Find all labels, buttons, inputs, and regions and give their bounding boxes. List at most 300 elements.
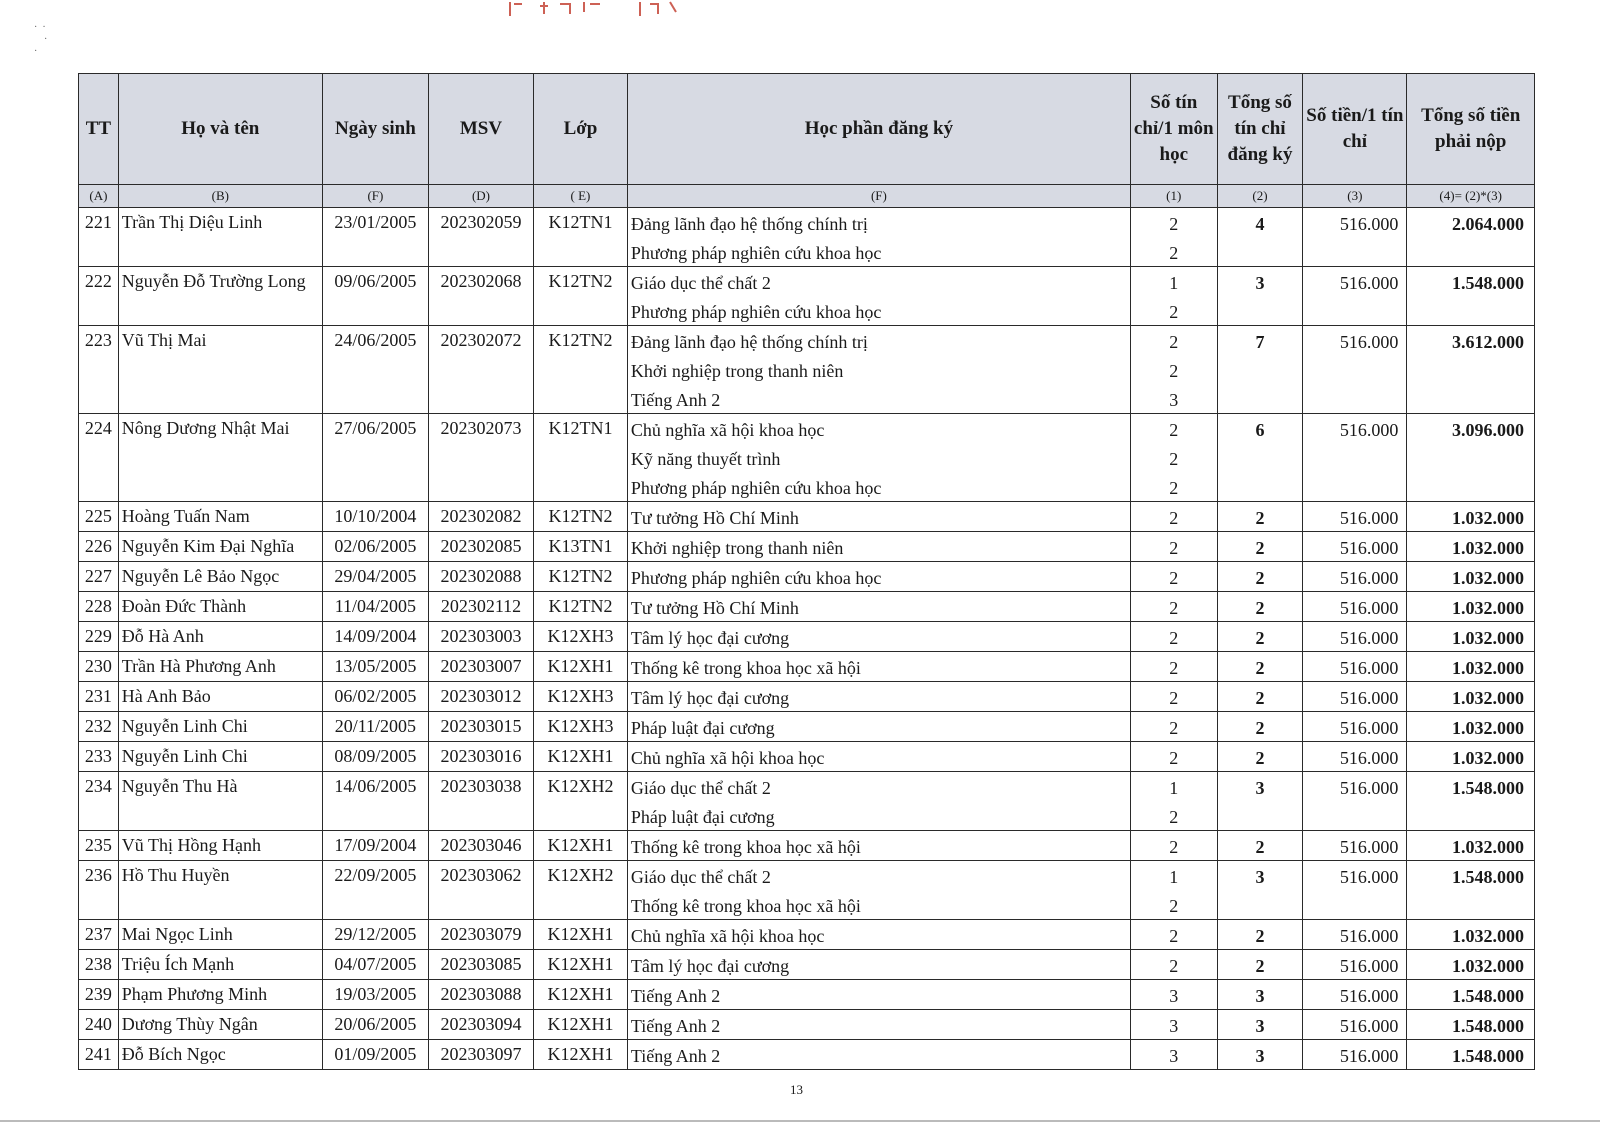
row-price: 516.000 [1303,267,1407,326]
row-courses [627,532,1130,562]
row-class: K12XH1 [534,980,628,1010]
row-total: 2 [1217,532,1303,562]
row-credits [1130,208,1217,267]
course-item: Pháp luật đại cương [630,807,775,827]
table-body [79,208,1535,1070]
row-total: 4 [1217,208,1303,267]
row-class: K12XH3 [534,682,628,712]
row-total: 3 [1217,772,1303,831]
row-credits [1130,831,1217,861]
course-item: Tâm lý học đại cương [630,688,790,708]
course-item: Thống kê trong khoa học xã hội [630,896,861,916]
row-price: 516.000 [1303,920,1407,950]
row-total: 2 [1217,682,1303,712]
row-credits [1130,562,1217,592]
row-courses [627,622,1130,652]
page-number: 13 [790,1082,803,1097]
credit-item: 1 [1169,273,1179,293]
row-credits [1130,1040,1217,1070]
row-price: 516.000 [1303,1010,1407,1040]
row-courses [627,1040,1130,1070]
credit-item: 2 [1169,688,1179,708]
row-tt: 237 [79,920,119,950]
row-price: 516.000 [1303,742,1407,772]
row-msv: 202302088 [428,562,533,592]
row-tt: 239 [79,980,119,1010]
course-item: Phương pháp nghiên cứu khoa học [630,478,882,498]
row-price: 516.000 [1303,772,1407,831]
row-msv: 202302072 [428,326,533,414]
row-courses [627,208,1130,267]
row-tt: 225 [79,502,119,532]
credit-item: 2 [1169,243,1179,263]
row-price: 516.000 [1303,502,1407,532]
code-2: (2) [1217,185,1303,208]
row-name: Nguyễn Thu Hà [118,772,322,831]
row-msv: 202302059 [428,208,533,267]
credit-item: 2 [1169,807,1179,827]
row-amount: 1.032.000 [1407,831,1535,861]
col-tt: TT [79,74,119,185]
row-class: K12TN2 [534,502,628,532]
row-price: 516.000 [1303,980,1407,1010]
credit-item: 2 [1169,214,1179,234]
code-d: (D) [428,185,533,208]
course-item: Tâm lý học đại cương [630,956,790,976]
row-amount: 1.032.000 [1407,502,1535,532]
row-credits [1130,742,1217,772]
credit-item: 2 [1169,926,1179,946]
row-price: 516.000 [1303,652,1407,682]
row-tt: 236 [79,861,119,920]
col-credits-per: Số tín chỉ/1 môn học [1130,74,1217,185]
row-amount: 3.096.000 [1407,414,1535,502]
row-courses [627,652,1130,682]
row-courses [627,682,1130,712]
row-credits [1130,861,1217,920]
credit-item: 2 [1169,449,1179,469]
credit-item: 2 [1169,748,1179,768]
col-msv: MSV [428,74,533,185]
col-price: Số tiền/1 tín chỉ [1303,74,1407,185]
credit-item: 2 [1169,478,1179,498]
row-credits [1130,712,1217,742]
row-dob: 23/01/2005 [322,208,428,267]
row-tt: 231 [79,682,119,712]
table-row [79,920,1535,950]
table-row [79,592,1535,622]
row-total: 2 [1217,562,1303,592]
credit-item: 3 [1169,986,1179,1006]
row-class: K12TN1 [534,208,628,267]
row-dob: 04/07/2005 [322,950,428,980]
row-courses [627,920,1130,950]
row-msv: 202303085 [428,950,533,980]
credit-item: 2 [1169,718,1179,738]
row-tt: 223 [79,326,119,414]
row-dob: 20/11/2005 [322,712,428,742]
table-row [79,532,1535,562]
course-item: Chủ nghĩa xã hội khoa học [630,748,825,768]
row-dob: 08/09/2005 [322,742,428,772]
course-item: Chủ nghĩa xã hội khoa học [630,420,825,440]
row-dob: 01/09/2005 [322,1040,428,1070]
row-tt: 241 [79,1040,119,1070]
row-credits [1130,326,1217,414]
credit-item: 2 [1169,508,1179,528]
row-price: 516.000 [1303,414,1407,502]
table-row [79,1040,1535,1070]
row-courses [627,980,1130,1010]
row-courses [627,1010,1130,1040]
row-courses [627,950,1130,980]
row-class: K12XH1 [534,831,628,861]
row-credits [1130,682,1217,712]
course-item: Tiếng Anh 2 [630,390,721,410]
row-price: 516.000 [1303,622,1407,652]
row-dob: 14/09/2004 [322,622,428,652]
row-class: K12TN2 [534,326,628,414]
row-name: Hoàng Tuấn Nam [118,502,322,532]
course-item: Chủ nghĩa xã hội khoa học [630,926,825,946]
table-row [79,502,1535,532]
row-dob: 27/06/2005 [322,414,428,502]
col-dob: Ngày sinh [322,74,428,185]
col-name: Họ và tên [118,74,322,185]
credit-item: 2 [1169,568,1179,588]
row-credits [1130,267,1217,326]
row-total: 3 [1217,980,1303,1010]
row-dob: 20/06/2005 [322,1010,428,1040]
row-total: 3 [1217,267,1303,326]
course-item: Thống kê trong khoa học xã hội [630,658,861,678]
course-item: Giáo dục thể chất 2 [630,273,771,293]
row-credits [1130,502,1217,532]
course-item: Giáo dục thể chất 2 [630,778,771,798]
code-4: (4)= (2)*(3) [1407,185,1535,208]
row-tt: 240 [79,1010,119,1040]
credit-item: 3 [1169,1016,1179,1036]
row-msv: 202302082 [428,502,533,532]
table-header [79,74,1535,208]
row-dob: 22/09/2005 [322,861,428,920]
code-1: (1) [1130,185,1217,208]
row-dob: 02/06/2005 [322,532,428,562]
row-price: 516.000 [1303,1040,1407,1070]
row-tt: 234 [79,772,119,831]
code-e: ( E) [534,185,628,208]
course-item: Giáo dục thể chất 2 [630,867,771,887]
row-name: Trần Hà Phương Anh [118,652,322,682]
row-name: Đoàn Đức Thành [118,592,322,622]
row-class: K12TN2 [534,267,628,326]
row-price: 516.000 [1303,861,1407,920]
row-total: 3 [1217,1010,1303,1040]
row-msv: 202303062 [428,861,533,920]
credit-item: 3 [1169,1046,1179,1066]
row-amount: 1.032.000 [1407,920,1535,950]
credit-item: 2 [1169,956,1179,976]
row-dob: 13/05/2005 [322,652,428,682]
row-credits [1130,592,1217,622]
row-amount: 3.612.000 [1407,326,1535,414]
row-tt: 232 [79,712,119,742]
table-row [79,831,1535,861]
row-name: Nguyễn Đỗ Trường Long [118,267,322,326]
row-class: K12XH2 [534,861,628,920]
row-amount: 1.032.000 [1407,592,1535,622]
row-msv: 202302073 [428,414,533,502]
row-name: Vũ Thị Hồng Hạnh [118,831,322,861]
row-name: Mai Ngọc Linh [118,920,322,950]
row-msv: 202303015 [428,712,533,742]
row-dob: 06/02/2005 [322,682,428,712]
row-dob: 09/06/2005 [322,267,428,326]
red-stamp-fragment [500,0,690,18]
table-row [79,208,1535,267]
row-class: K12XH2 [534,772,628,831]
row-price: 516.000 [1303,682,1407,712]
row-credits [1130,414,1217,502]
row-amount: 1.548.000 [1407,861,1535,920]
row-name: Trần Thị Diệu Linh [118,208,322,267]
row-total: 6 [1217,414,1303,502]
credit-item: 3 [1169,390,1179,410]
row-dob: 11/04/2005 [322,592,428,622]
col-credits-total: Tổng số tín chỉ đăng ký [1217,74,1303,185]
row-class: K13TN1 [534,532,628,562]
row-dob: 29/12/2005 [322,920,428,950]
row-tt: 228 [79,592,119,622]
row-name: Dương Thùy Ngân [118,1010,322,1040]
course-item: Thống kê trong khoa học xã hội [630,837,861,857]
row-name: Triệu Ích Mạnh [118,950,322,980]
row-class: K12XH1 [534,1010,628,1040]
row-price: 516.000 [1303,712,1407,742]
row-total: 3 [1217,1040,1303,1070]
credit-item: 1 [1169,778,1179,798]
row-total: 2 [1217,622,1303,652]
course-item: Tiếng Anh 2 [630,1016,721,1036]
row-tt: 221 [79,208,119,267]
row-tt: 233 [79,742,119,772]
row-amount: 1.548.000 [1407,267,1535,326]
row-tt: 224 [79,414,119,502]
credit-item: 2 [1169,896,1179,916]
table-row [79,712,1535,742]
row-amount: 1.032.000 [1407,532,1535,562]
row-total: 2 [1217,920,1303,950]
row-courses [627,267,1130,326]
credit-item: 2 [1169,361,1179,381]
course-item: Phương pháp nghiên cứu khoa học [630,302,882,322]
row-credits [1130,652,1217,682]
row-total: 2 [1217,652,1303,682]
course-item: Khởi nghiệp trong thanh niên [630,361,844,381]
row-amount: 1.032.000 [1407,622,1535,652]
row-courses [627,326,1130,414]
table-row [79,772,1535,831]
row-msv: 202303016 [428,742,533,772]
row-amount: 1.032.000 [1407,652,1535,682]
row-amount: 1.548.000 [1407,772,1535,831]
credit-item: 2 [1169,837,1179,857]
scan-artifact: · · · · [34,22,48,57]
row-msv: 202303088 [428,980,533,1010]
row-name: Đỗ Bích Ngọc [118,1040,322,1070]
table-row [79,326,1535,414]
row-msv: 202302112 [428,592,533,622]
row-class: K12XH1 [534,920,628,950]
course-item: Pháp luật đại cương [630,718,775,738]
code-f2: (F) [627,185,1130,208]
row-total: 2 [1217,712,1303,742]
row-amount: 1.548.000 [1407,1010,1535,1040]
row-name: Nguyễn Linh Chi [118,742,322,772]
course-item: Tiếng Anh 2 [630,1046,721,1066]
row-dob: 17/09/2004 [322,831,428,861]
code-f1: (F) [322,185,428,208]
row-amount: 2.064.000 [1407,208,1535,267]
table-row [79,980,1535,1010]
row-amount: 1.032.000 [1407,562,1535,592]
registration-table [78,73,1535,1070]
row-tt: 222 [79,267,119,326]
row-tt: 235 [79,831,119,861]
table-row [79,742,1535,772]
table-row [79,562,1535,592]
row-courses [627,592,1130,622]
course-item: Tâm lý học đại cương [630,628,790,648]
table-row [79,861,1535,920]
row-msv: 202303097 [428,1040,533,1070]
row-msv: 202303094 [428,1010,533,1040]
scan-bottom-edge [0,1120,1600,1122]
row-name: Nguyễn Lê Bảo Ngọc [118,562,322,592]
row-class: K12XH3 [534,622,628,652]
row-credits [1130,772,1217,831]
row-courses [627,414,1130,502]
row-name: Nông Dương Nhật Mai [118,414,322,502]
row-msv: 202303003 [428,622,533,652]
course-item: Đảng lãnh đạo hệ thống chính trị [630,214,868,234]
course-item: Phương pháp nghiên cứu khoa học [630,568,882,588]
row-price: 516.000 [1303,562,1407,592]
table-row [79,950,1535,980]
row-amount: 1.032.000 [1407,950,1535,980]
row-price: 516.000 [1303,831,1407,861]
course-item: Đảng lãnh đạo hệ thống chính trị [630,332,868,352]
row-name: Nguyễn Linh Chi [118,712,322,742]
row-class: K12TN2 [534,562,628,592]
row-name: Hà Anh Bảo [118,682,322,712]
row-msv: 202302068 [428,267,533,326]
code-b: (B) [118,185,322,208]
code-a: (A) [79,185,119,208]
row-tt: 238 [79,950,119,980]
credit-item: 2 [1169,332,1179,352]
row-name: Đỗ Hà Anh [118,622,322,652]
row-class: K12TN1 [534,414,628,502]
row-amount: 1.032.000 [1407,712,1535,742]
row-credits [1130,1010,1217,1040]
table-row [79,682,1535,712]
credit-item: 2 [1169,628,1179,648]
row-class: K12XH1 [534,652,628,682]
row-dob: 19/03/2005 [322,980,428,1010]
row-amount: 1.548.000 [1407,1040,1535,1070]
row-courses [627,742,1130,772]
row-msv: 202303038 [428,772,533,831]
row-price: 516.000 [1303,950,1407,980]
row-courses [627,562,1130,592]
row-name: Phạm Phương Minh [118,980,322,1010]
row-class: K12TN2 [534,592,628,622]
row-price: 516.000 [1303,326,1407,414]
row-credits [1130,950,1217,980]
col-class: Lớp [534,74,628,185]
row-tt: 230 [79,652,119,682]
row-name: Hồ Thu Huyền [118,861,322,920]
credit-item: 2 [1169,302,1179,322]
row-total: 2 [1217,742,1303,772]
row-dob: 24/06/2005 [322,326,428,414]
row-credits [1130,980,1217,1010]
column-codes-row [79,185,1535,208]
table-row [79,267,1535,326]
row-name: Nguyễn Kim Đại Nghĩa [118,532,322,562]
row-courses [627,861,1130,920]
row-msv: 202303046 [428,831,533,861]
credit-item: 2 [1169,598,1179,618]
row-total: 2 [1217,592,1303,622]
row-dob: 14/06/2005 [322,772,428,831]
course-item: Tư tưởng Hồ Chí Minh [630,598,799,618]
credit-item: 2 [1169,658,1179,678]
row-courses [627,712,1130,742]
row-amount: 1.032.000 [1407,742,1535,772]
row-price: 516.000 [1303,592,1407,622]
row-class: K12XH1 [534,950,628,980]
row-courses [627,502,1130,532]
row-msv: 202303079 [428,920,533,950]
table-row [79,1010,1535,1040]
row-total: 2 [1217,831,1303,861]
credit-item: 2 [1169,420,1179,440]
row-courses [627,831,1130,861]
code-3: (3) [1303,185,1407,208]
credit-item: 2 [1169,538,1179,558]
col-amount: Tổng số tiền phải nộp [1407,74,1535,185]
row-courses [627,772,1130,831]
row-name: Vũ Thị Mai [118,326,322,414]
row-class: K12XH1 [534,1040,628,1070]
row-class: K12XH3 [534,712,628,742]
row-tt: 226 [79,532,119,562]
row-dob: 10/10/2004 [322,502,428,532]
col-course: Học phần đăng ký [627,74,1130,185]
course-item: Khởi nghiệp trong thanh niên [630,538,844,558]
row-total: 3 [1217,861,1303,920]
row-amount: 1.032.000 [1407,682,1535,712]
row-amount: 1.548.000 [1407,980,1535,1010]
row-price: 516.000 [1303,532,1407,562]
course-item: Kỹ năng thuyết trình [630,449,781,469]
row-msv: 202302085 [428,532,533,562]
row-tt: 227 [79,562,119,592]
row-credits [1130,532,1217,562]
row-msv: 202303007 [428,652,533,682]
